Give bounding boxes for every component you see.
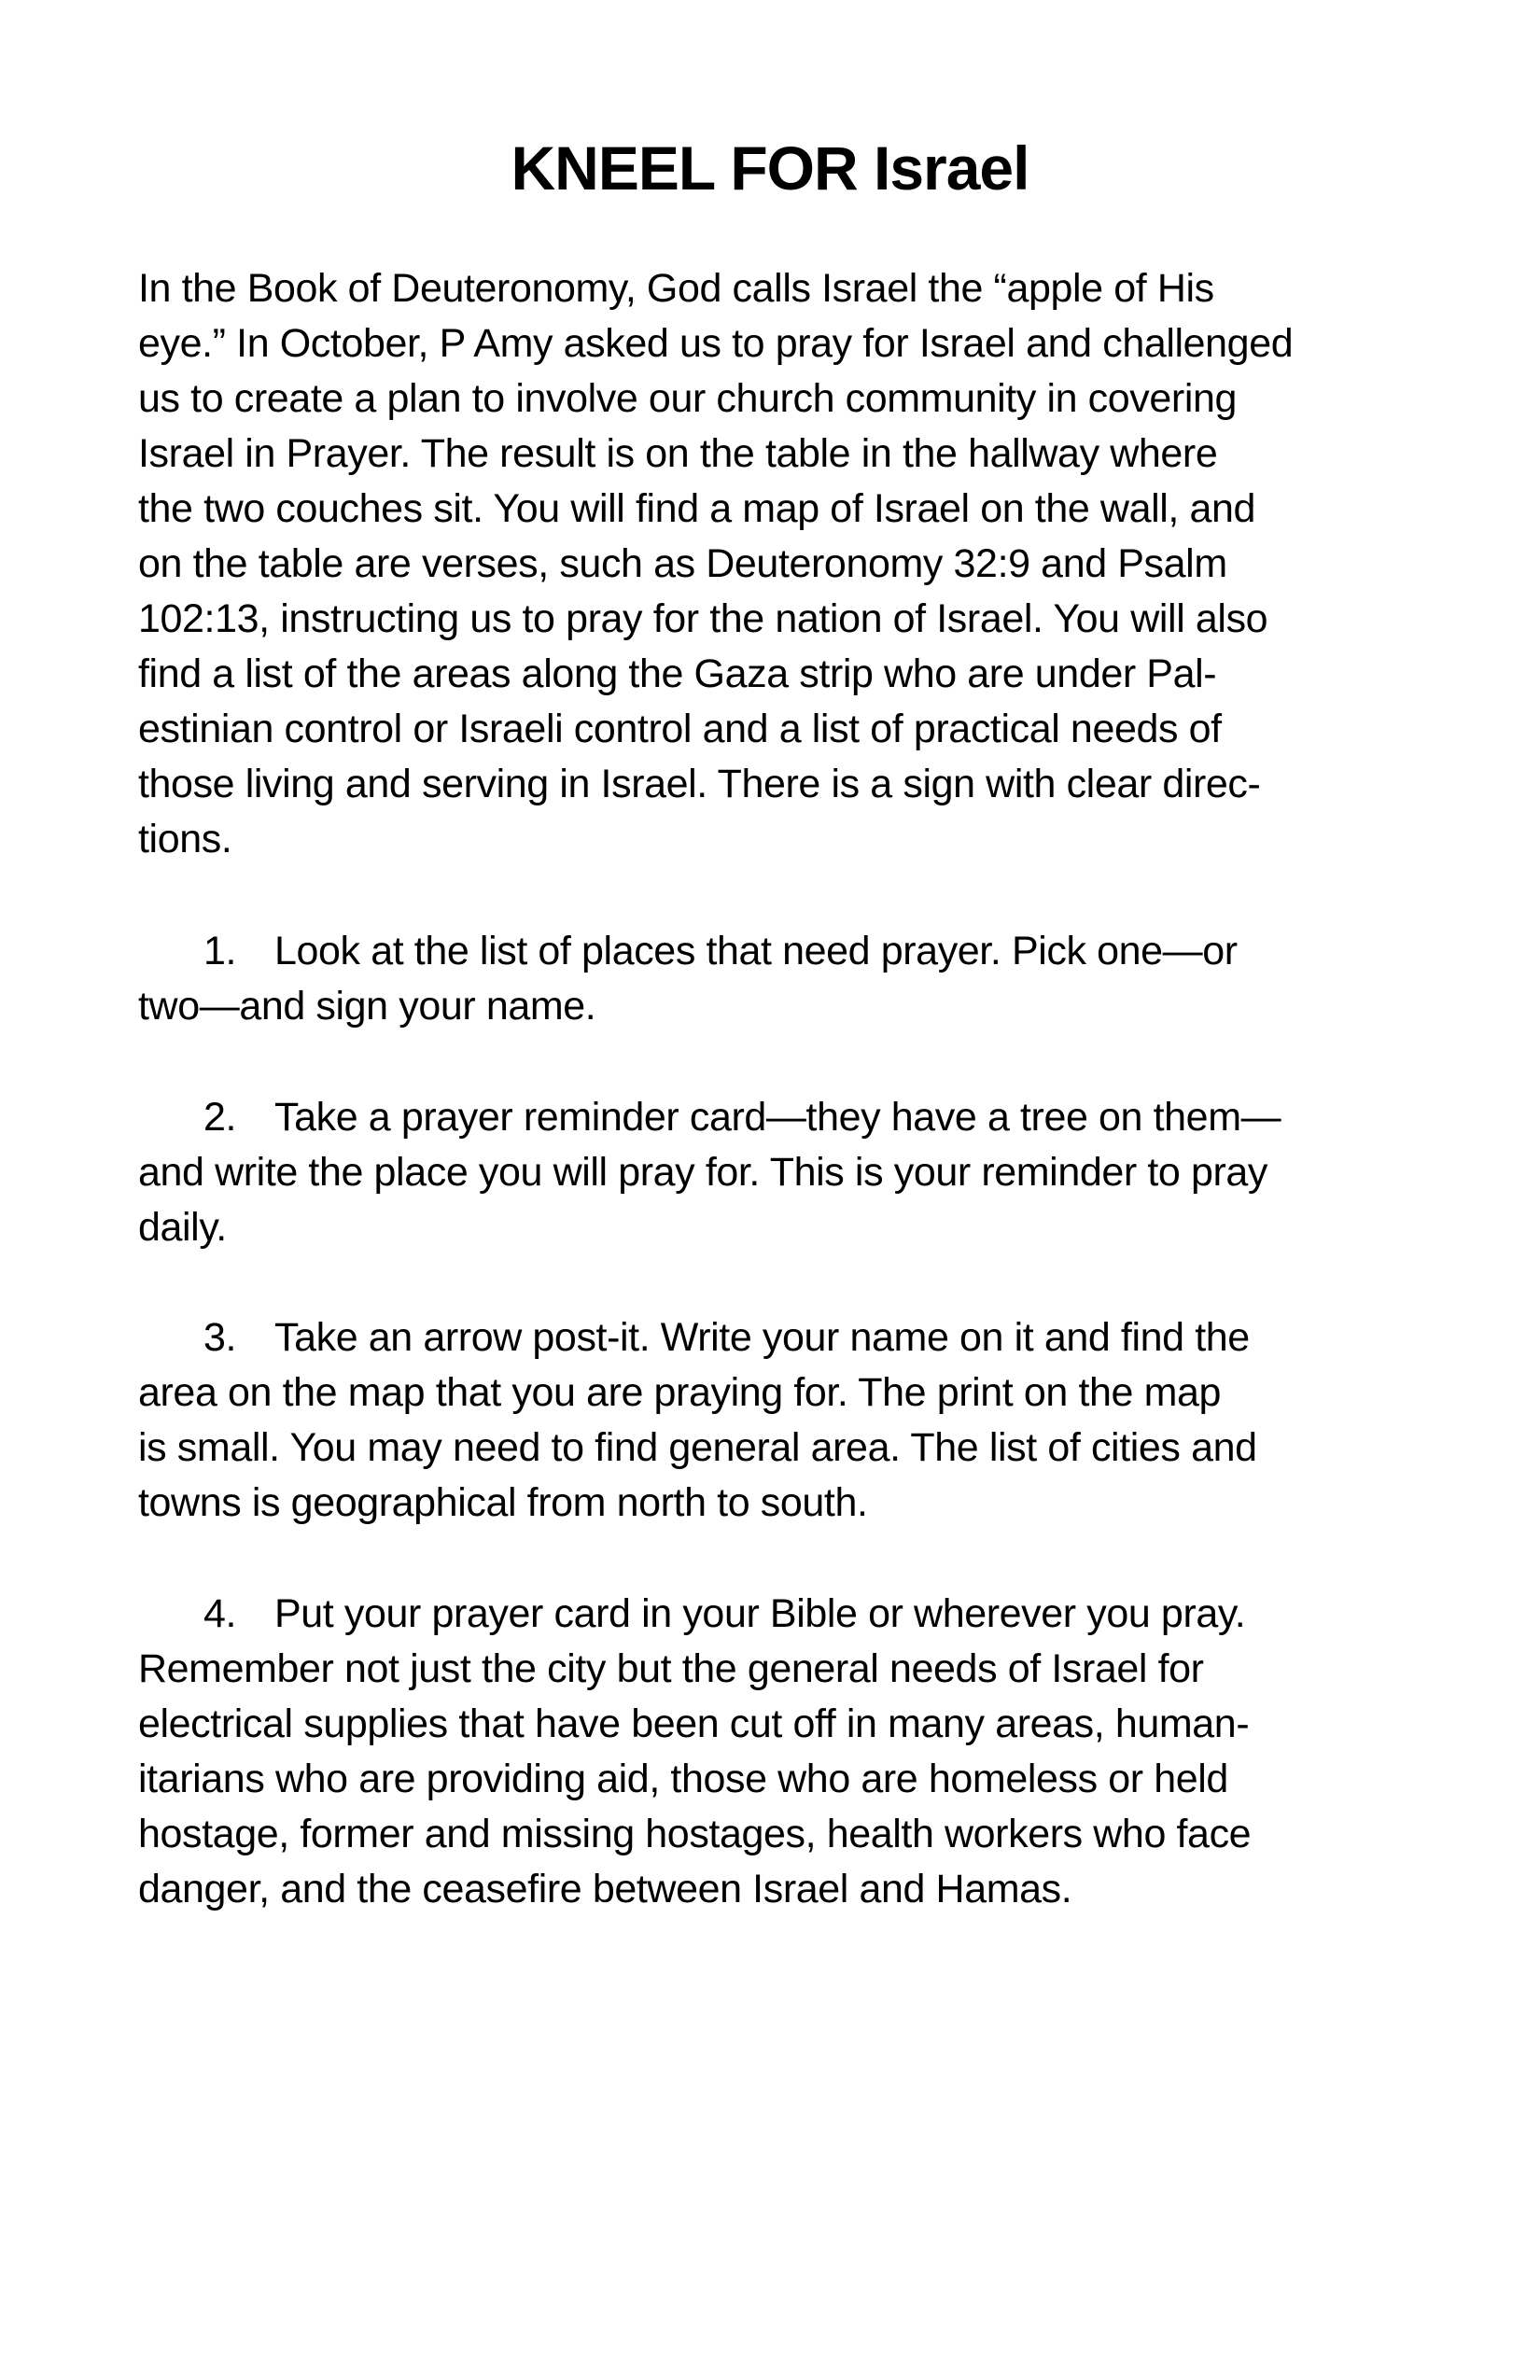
step-number: 1. — [203, 929, 237, 973]
step-line: and write the place you will pray for. This is your reminder to pray — [138, 1150, 1267, 1195]
step-line: Remember not just the city but the general needs of Israel for — [138, 1646, 1204, 1691]
intro-line: In the Book of Deuteronomy, God calls Israel the “apple of His — [138, 266, 1214, 311]
step-line: two—and sign your name. — [138, 984, 596, 1029]
intro-line: find a list of the areas along the Gaza strip who are under Pal- — [138, 651, 1217, 696]
page-title: KNEEL FOR Israel — [511, 133, 1029, 203]
step-line: daily. — [138, 1205, 227, 1250]
step-3-first-line — [203, 1310, 1250, 1365]
intro-line: on the table are verses, such as Deuteronomy 32:9 and Psalm — [138, 541, 1227, 586]
step-line: danger, and the ceasefire between Israel and Hamas. — [138, 1867, 1072, 1911]
intro-line: the two couches sit. You will find a map of Israel on the wall, and — [138, 486, 1256, 531]
step-4-first-line — [203, 1587, 1245, 1642]
intro-line: Israel in Prayer. The result is on the table in the hallway where — [138, 431, 1218, 476]
intro-line: 102:13, instructing us to pray for the nation of Israel. You will also — [138, 596, 1268, 641]
step-text: Put your prayer card in your Bible or wherever you pray. — [274, 1591, 1246, 1636]
intro-line: tions. — [138, 817, 232, 861]
intro-line: us to create a plan to involve our church community in covering — [138, 376, 1238, 421]
step-number: 4. — [203, 1591, 237, 1636]
step-line: hostage, former and missing hostages, health workers who face — [138, 1812, 1252, 1856]
intro-line: eye.” In October, P Amy asked us to pray for Israel and challenged — [138, 321, 1294, 366]
step-text: Take a prayer reminder card—they have a tree on them— — [274, 1095, 1281, 1140]
step-number: 3. — [203, 1315, 237, 1360]
step-line: towns is geographical from north to south. — [138, 1480, 868, 1525]
step-text: Take an arrow post-it. Write your name on it and find the — [274, 1315, 1250, 1360]
step-text: Look at the list of places that need prayer. Pick one—or — [274, 929, 1238, 973]
step-line: itarians who are providing aid, those who are homeless or held — [138, 1757, 1228, 1801]
step-line: electrical supplies that have been cut off in many areas, human- — [138, 1701, 1250, 1746]
step-line: area on the map that you are praying for. The print on the map — [138, 1370, 1222, 1415]
step-1-first-line — [203, 924, 1238, 979]
step-2-first-line — [203, 1090, 1281, 1145]
step-number: 2. — [203, 1095, 237, 1140]
intro-line: those living and serving in Israel. There is a sign with clear direc- — [138, 762, 1261, 806]
intro-line: estinian control or Israeli control and a list of practical needs of — [138, 707, 1222, 751]
step-line: is small. You may need to find general area. The list of cities and — [138, 1425, 1257, 1470]
